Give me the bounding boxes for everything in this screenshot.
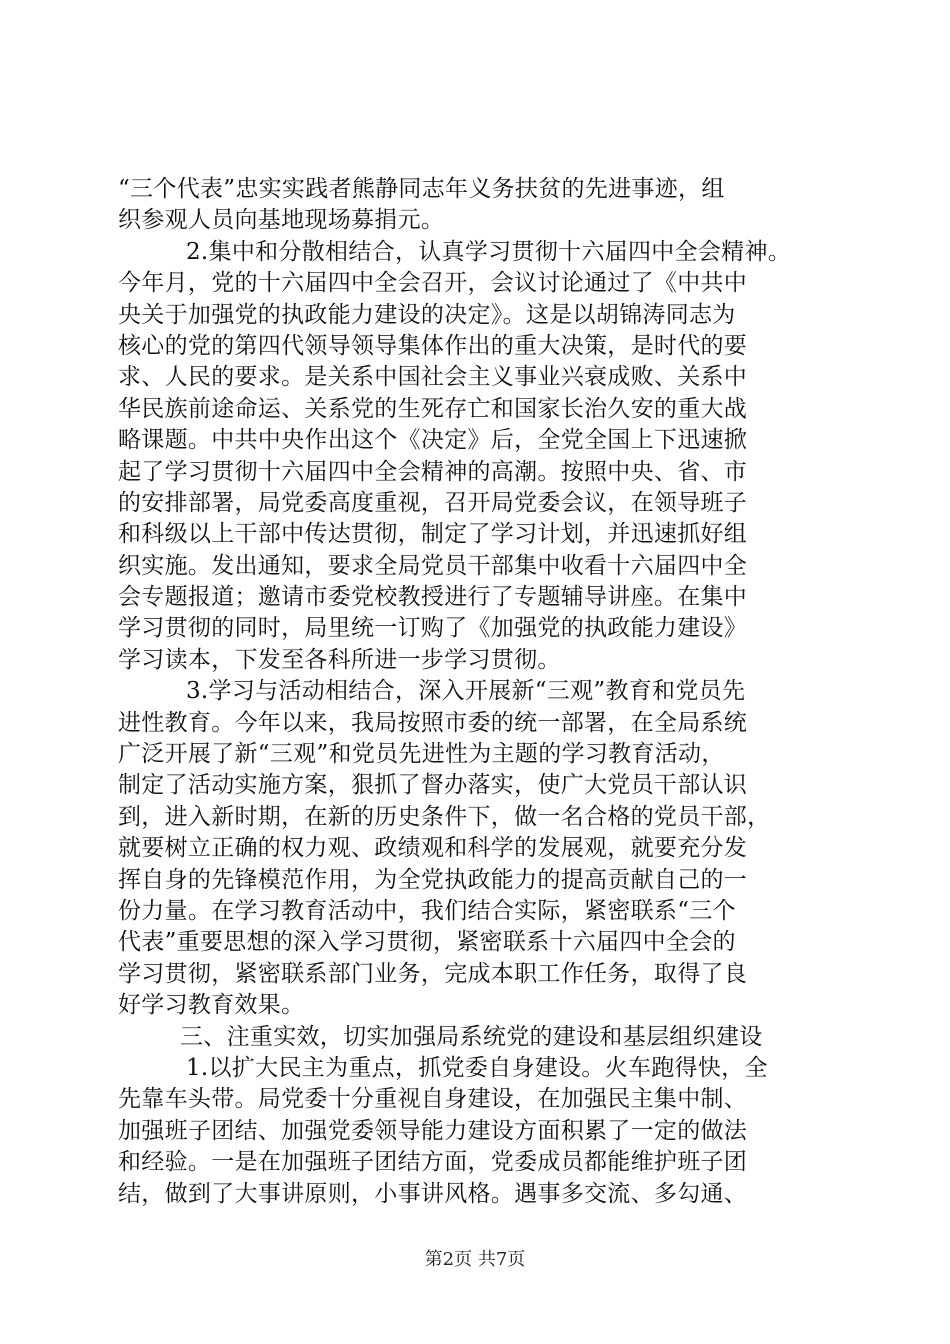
text-line: 的安排部署，局党委高度重视，召开局党委会议，在领导班子 <box>118 489 748 516</box>
text-line: 广泛开展了新“三观”和党员先进性为主题的学习教育活动， <box>118 741 725 768</box>
text-line: 和科级以上干部中传达贯彻，制定了学习计划，并迅速抓好组 <box>118 521 748 548</box>
text-line: 略课题。中共中央作出这个《决定》后，全党全国上下迅速掀 <box>118 427 748 454</box>
text-line: 加强班子团结、加强党委领导能力建设方面积累了一定的做法 <box>118 1117 748 1144</box>
text-line: 结，做到了大事讲原则，小事讲风格。遇事多交流、多勾通、 <box>118 1180 748 1207</box>
text-line: 织参观人员向基地现场募捐元。 <box>118 207 445 234</box>
text-line: 学习读本，下发至各科所进一步学习贯彻。 <box>118 646 561 673</box>
text-line: 和经验。一是在加强班子团结方面，党委成员都能维护班子团 <box>118 1149 748 1176</box>
text-line: 核心的党的第四代领导领导集体作出的重大决策，是时代的要 <box>118 332 748 359</box>
text-line: 华民族前途命运、关系党的生死存亡和国家长治久安的重大战 <box>118 395 748 422</box>
text-line: 代表”重要思想的深入学习贯彻，紧密联系十六届四中全会的 <box>118 929 736 956</box>
text-line: 织实施。发出通知，要求全局党员干部集中收看十六届四中全 <box>118 552 748 579</box>
text-line: 学习贯彻，紧密联系部门业务，完成本职工作任务，取得了良 <box>118 960 748 987</box>
text-line: “三个代表”忠实实践者熊静同志年义务扶贫的先进事迹，组 <box>118 176 725 202</box>
text-line: 学习贯彻的同时，局里统一订购了《加强党的执政能力建设》 <box>118 615 748 642</box>
text-line: 央关于加强党的执政能力建设的决定》。这是以胡锦涛同志为 <box>118 301 736 328</box>
text-line: 今年月，党的十六届四中全会召开，会议讨论通过了《中共中 <box>118 270 748 297</box>
text-line: 份力量。在学习教育活动中，我们结合实际，紧密联系“三个 <box>118 897 736 924</box>
text-line: 挥自身的先锋模范作用，为全党执政能力的提高贡献自己的一 <box>118 866 748 893</box>
text-line: 1.以扩大民主为重点，抓党委自身建设。火车跑得快，全 <box>186 1054 768 1081</box>
section-heading: 三、注重实效，切实加强局系统党的建设和基层组织建设 <box>180 1023 763 1050</box>
text-line: 先靠车头带。局党委十分重视自身建设，在加强民主集中制、 <box>118 1086 748 1113</box>
text-line: 起了学习贯彻十六届四中全会精神的高潮。按照中央、省、市 <box>118 458 748 485</box>
text-line: 制定了活动实施方案，狠抓了督办落实，使广大党员干部认识 <box>118 772 748 799</box>
text-line: 好学习教育效果。 <box>118 992 305 1019</box>
text-line: 3.学习与活动相结合，深入开展新“三观”教育和党员先 <box>186 678 746 705</box>
page-number-footer: 第2页 共7页 <box>424 1249 526 1270</box>
text-line: 会专题报道；邀请市委党校教授进行了专题辅导讲座。在集中 <box>118 584 748 611</box>
text-line: 进性教育。今年以来，我局按照市委的统一部署，在全局系统 <box>118 709 748 736</box>
text-line: 求、人民的要求。是关系中国社会主义事业兴衰成败、关系中 <box>118 364 748 391</box>
text-line: 到，进入新时期，在新的历史条件下，做一名合格的党员干部， <box>118 803 771 830</box>
body-text <box>118 174 830 1210</box>
text-line: 2.集中和分散相结合，认真学习贯彻十六届四中全会精神。 <box>186 238 792 265</box>
text-line: 就要树立正确的权力观、政绩观和科学的发展观，就要充分发 <box>118 835 748 862</box>
